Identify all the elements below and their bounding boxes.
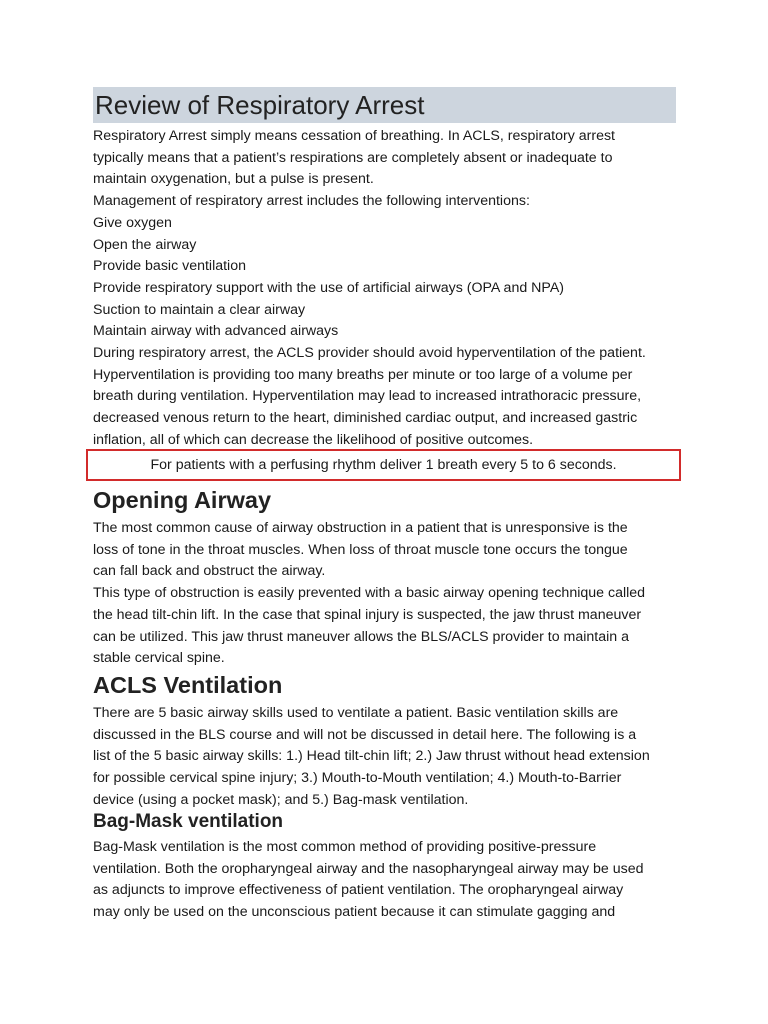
review-section	[93, 87, 676, 452]
title-bar	[93, 87, 676, 123]
section-heading-acls-ventilation: ACLS Ventilation	[93, 672, 283, 698]
list-item: Give oxygen	[93, 214, 172, 231]
text-line: list of the 5 basic airway skills: 1.) Head tilt-chin lift; 2.) Jaw thrust without head extension	[93, 748, 650, 765]
list-item: Provide respiratory support with the use of artificial airways (OPA and NPA)	[93, 279, 565, 296]
list-item: Suction to maintain a clear airway	[93, 301, 306, 318]
text-line: The most common cause of airway obstruction in a patient that is unresponsive is the	[93, 520, 628, 536]
text-line: can fall back and obstruct the airway.	[93, 563, 326, 580]
bag-mask-section	[93, 810, 683, 924]
text-line: Hyperventilation is providing too many breaths per minute or too large of a volume per	[93, 366, 633, 383]
text-line: discussed in the BLS course and will not be discussed in detail here. The following is a	[93, 726, 637, 743]
text-line: maintain oxygenation, but a pulse is present.	[93, 171, 374, 188]
text-line: the head tilt-chin lift. In the case that spinal injury is suspected, the jaw thrust maneuver	[93, 606, 642, 623]
text-line: as adjuncts to improve effectiveness of patient ventilation. The oropharyngeal airway	[93, 882, 624, 899]
text-line: This type of obstruction is easily prevented with a basic airway opening technique called	[93, 585, 646, 602]
text-line: During respiratory arrest, the ACLS provider should avoid hyperventilation of the patient.	[93, 345, 646, 362]
text-line: Respiratory Arrest simply means cessation of breathing. In ACLS, respiratory arrest	[93, 128, 615, 144]
review-body	[93, 126, 676, 452]
text-line: may only be used on the unconscious patient because it can stimulate gagging and	[93, 904, 616, 921]
text-line: can be utilized. This jaw thrust maneuver allows the BLS/ACLS provider to maintain a	[93, 628, 629, 645]
text-line: stable cervical spine.	[93, 650, 225, 667]
text-line: Bag-Mask ventilation is the most common method of providing positive-pressure	[93, 839, 597, 855]
opening-airway-section	[93, 485, 683, 670]
text-line: typically means that a patient’s respirations are completely absent or inadequate to	[93, 149, 613, 166]
acls-ventilation-section	[93, 670, 683, 812]
list-item: Open the airway	[93, 236, 197, 253]
text-line: inflation, all of which can decrease the likelihood of positive outcomes.	[93, 431, 534, 448]
text-line: ventilation. Both the oropharyngeal airway and the nasopharyngeal airway may be used	[93, 860, 644, 877]
callout-text: For patients with a perfusing rhythm deliver 1 breath every 5 to 6 seconds.	[150, 457, 617, 473]
text-line: loss of tone in the throat muscles. When loss of throat muscle tone occurs the tongue	[93, 541, 628, 558]
text-line: There are 5 basic airway skills used to ventilate a patient. Basic ventilation skills are	[93, 705, 619, 721]
page-title: Review of Respiratory Arrest	[95, 90, 425, 120]
text-line: decreased venous return to the heart, diminished cardiac output, and increased gastric	[93, 410, 638, 427]
text-line: breath during ventilation. Hyperventilation may lead to increased intrathoracic pressure,	[93, 388, 642, 405]
section-heading-opening-airway: Opening Airway	[93, 487, 272, 513]
callout-box	[86, 449, 681, 481]
text-line: device (using a pocket mask); and 5.) Bag-mask ventilation.	[93, 791, 469, 808]
text-line: for possible cervical spine injury; 3.) Mouth-to-Mouth ventilation; 4.) Mouth-to-Barrier	[93, 770, 622, 787]
list-item: Provide basic ventilation	[93, 258, 246, 275]
list-item: Maintain airway with advanced airways	[93, 323, 339, 340]
subsection-heading-bag-mask: Bag-Mask ventilation	[93, 811, 284, 832]
text-line: Management of respiratory arrest includes the following interventions:	[93, 193, 530, 210]
